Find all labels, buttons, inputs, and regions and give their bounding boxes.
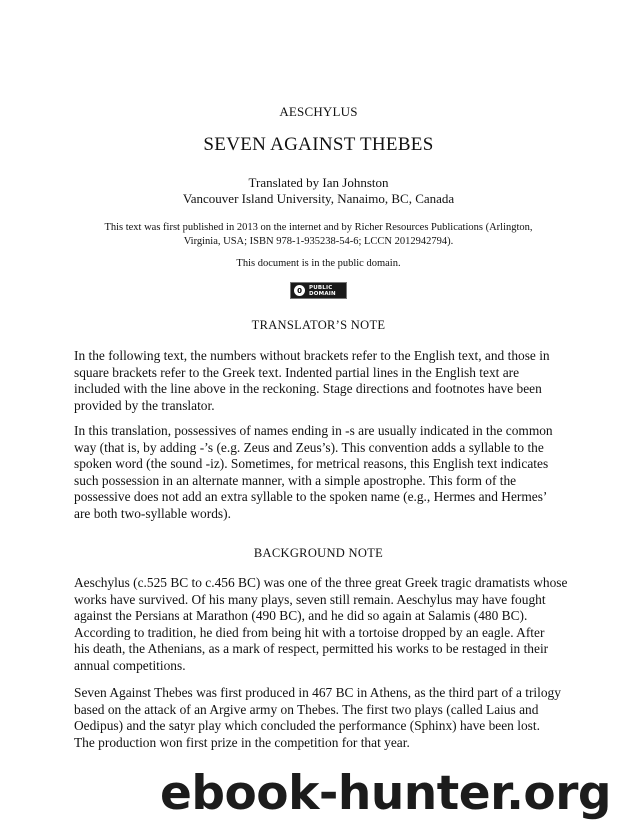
translator-line: Translated by Ian Johnston <box>248 175 389 190</box>
translators-note-paragraph <box>74 348 564 414</box>
translator-block <box>0 175 637 207</box>
text-line: spoken word (the sound -iz). Sometimes, for metrical reasons, this English text indicates <box>74 456 549 472</box>
text-line: provided by the translator. <box>74 397 215 413</box>
public-domain-note: This document is in the public domain. <box>236 258 401 269</box>
text-line: possessive does not add an extra syllable to the spoken name (e.g., Hermes and Hermes’ <box>74 489 548 505</box>
translators-note-paragraph <box>74 423 564 523</box>
text-line: based on the attack of an Argive army on Thebes. The first two plays (called Laius and <box>74 701 539 717</box>
background-note-paragraph <box>74 575 568 675</box>
text-line: included with the line above in the reckoning. Stage directions and footnotes have been <box>74 381 542 397</box>
background-note-heading: BACKGROUND NOTE <box>253 546 384 560</box>
author-name: AESCHYLUS <box>279 104 358 119</box>
text-line: his death, the Athenians, as a mark of respect, permitted his works to be restaged in their <box>74 641 549 657</box>
affiliation-line: Vancouver Island University, Nanaimo, BC, Canada <box>182 191 455 206</box>
text-line: Seven Against Thebes was first produced in 467 BC in Athens, as the third part of a trilogy <box>74 685 561 700</box>
text-line: Aeschylus (c.525 BC to c.456 BC) was one of the three great Greek tragic dramatists whose <box>74 575 568 590</box>
translators-note-heading: TRANSLATOR’S NOTE <box>251 318 386 332</box>
public-domain-badge <box>290 282 347 299</box>
publication-line: Virginia, USA; ISBN 978-1-935238-54-6; LCCN 2012942794). <box>183 236 454 247</box>
badge-label <box>309 285 336 297</box>
badge-label-line: DOMAIN <box>309 290 336 297</box>
text-line: According to tradition, he died from being hit with a tortoise dropped by an eagle. After <box>74 624 545 640</box>
publication-info <box>88 221 549 249</box>
badge-label-line: PUBLIC <box>309 284 333 291</box>
text-line: works have survived. Of his many plays, seven still remain. Aeschylus may have fought <box>74 591 546 607</box>
text-line: against the Persians at Marathon (490 BC), and he did so again at Salamis (480 BC). <box>74 608 528 624</box>
watermark: ebook-hunter.org <box>160 766 612 821</box>
text-line: annual competitions. <box>74 657 186 673</box>
text-line: such possession in an alternate manner, with a simple apostrophe. This form of the <box>74 472 517 488</box>
text-line: In this translation, possessives of names ending in -s are usually indicated in the common <box>74 423 553 438</box>
text-line: square brackets refer to the Greek text. Indented partial lines in the English text are <box>74 364 520 380</box>
text-line: way (that is, by adding -’s (e.g. Zeus and Zeus’s). This convention adds a syllable to the <box>74 439 544 455</box>
public-domain-icon: 0 <box>294 285 305 296</box>
text-line: are both two-syllable words). <box>74 505 231 521</box>
play-title: SEVEN AGAINST THEBES <box>203 134 434 155</box>
publication-line: This text was first published in 2013 on the internet and by Richer Resources Publications (Arlington, <box>104 222 533 233</box>
text-line: The production won first prize in the competition for that year. <box>74 734 410 750</box>
text-line: Oedipus) and the satyr play which concluded the performance (Sphinx) have been lost. <box>74 718 540 734</box>
text-line: In the following text, the numbers without brackets refer to the English text, and those in <box>74 348 550 363</box>
background-note-paragraph <box>74 685 564 751</box>
